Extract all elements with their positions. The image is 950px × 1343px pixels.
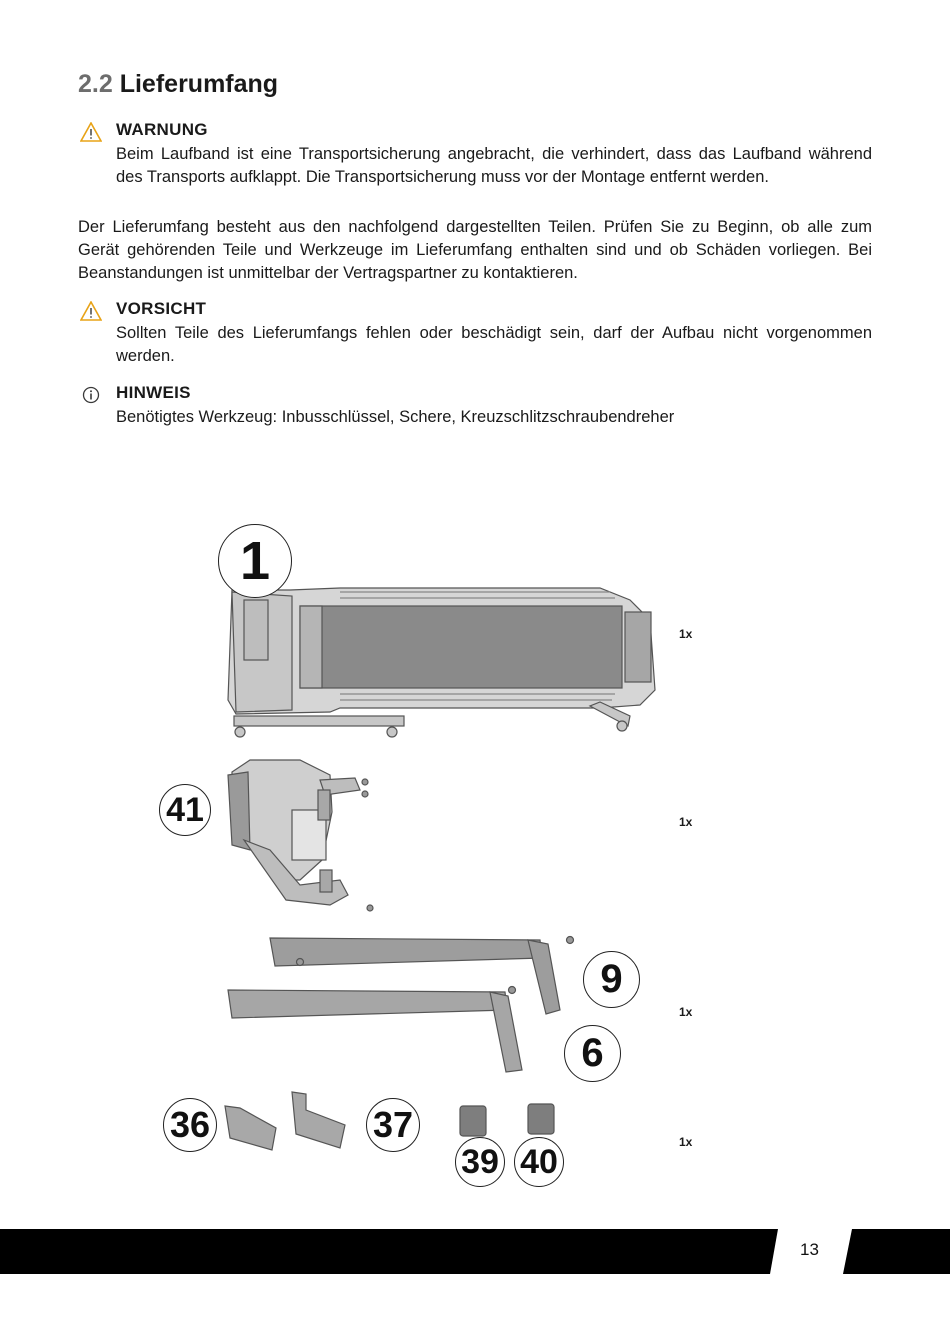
intro-paragraph: Der Lieferumfang besteht aus den nachfolgend dargestellten Teilen. Prüfen Sie zu Beginn, ob alle zum Gerät gehörenden Teile und Werkzeuge im Lieferumfang enthalten sind und ob Schäden vorliegen. Bei Beanstandungen ist unmittelbar der Vertragspartner zu kontaktieren. xyxy=(78,218,872,282)
part-number-37: 37 xyxy=(366,1098,420,1152)
quantity-label: 1x xyxy=(679,627,693,641)
part-number-36: 36 xyxy=(163,1098,217,1152)
part-number-9: 9 xyxy=(583,951,640,1008)
caution-title: VORSICHT xyxy=(116,299,207,318)
quantity-label: 1x xyxy=(679,1135,693,1149)
part-number-40: 40 xyxy=(514,1137,564,1187)
warning-title: WARNUNG xyxy=(116,120,208,139)
uprights-drawing xyxy=(228,937,574,1073)
part-number-6: 6 xyxy=(564,1025,621,1082)
note-title: HINWEIS xyxy=(116,383,191,402)
caution-text: Sollten Teile des Lieferumfangs fehlen oder beschädigt sein, darf der Aufbau nicht vorgenommen werden. xyxy=(116,324,872,365)
treadmill-drawing xyxy=(228,588,655,737)
note-text: Benötigtes Werkzeug: Inbusschlüssel, Schere, Kreuzschlitzschraubendreher xyxy=(116,408,675,426)
console-drawing xyxy=(228,760,373,911)
part-number-39: 39 xyxy=(455,1137,505,1187)
part-number-1: 1 xyxy=(218,524,292,598)
section-number: 2.2 xyxy=(78,70,113,98)
part-number-41: 41 xyxy=(159,784,211,836)
section-title: Lieferumfang xyxy=(119,70,279,98)
quantity-label: 1x xyxy=(679,1005,693,1019)
warning-text: Beim Laufband ist eine Transportsicherung angebracht, die verhindert, dass das Laufband während des Transports aufklappt. Die Transportsicherung muss vor der Montage entfernt werden. xyxy=(116,145,872,186)
quantity-label: 1x xyxy=(679,815,693,829)
page-number: 13 xyxy=(800,1240,819,1259)
